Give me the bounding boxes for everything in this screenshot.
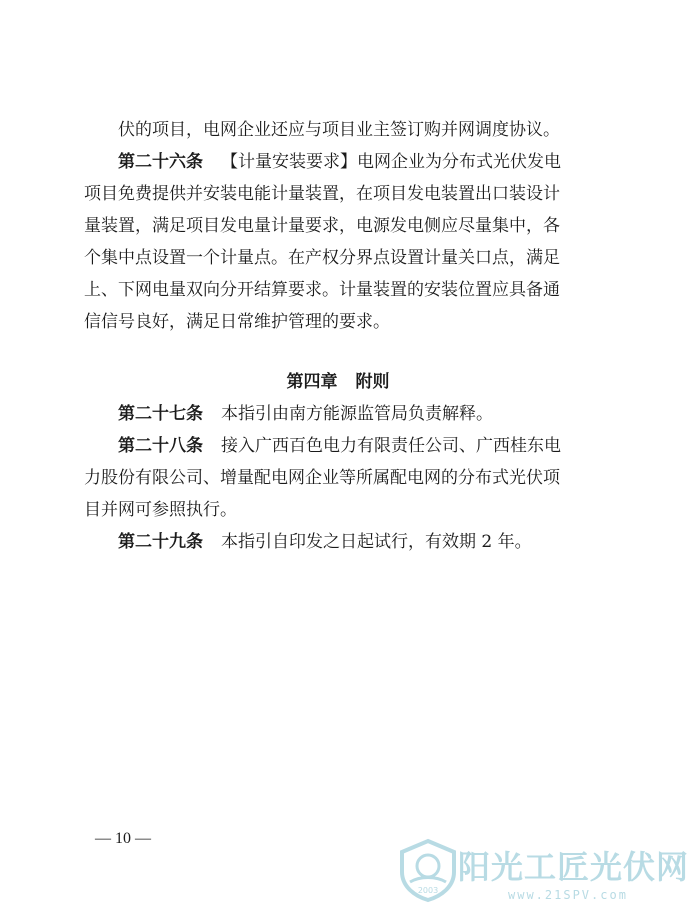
article-first-line: [118, 146, 561, 178]
text-line: 目并网可参照执行。: [84, 500, 237, 520]
sun-ribbon-shield-icon: [396, 838, 460, 902]
text-line: 个集中点设置一个计量点。在产权分界点设置计量关口点，满足: [84, 248, 560, 268]
logo-year: 2003: [417, 886, 439, 895]
article-first-line: [118, 526, 544, 558]
chapter-title: 附则: [355, 372, 390, 392]
article-26: [84, 146, 561, 338]
text-line: 信信号良好，满足日常维护管理的要求。: [84, 312, 390, 332]
article-28: [84, 430, 561, 526]
text-line: 伏的项目，电网企业还应与项目业主签订购并网调度协议。: [118, 120, 560, 140]
watermark: [396, 838, 689, 916]
text-line: 项目免费提供并安装电能计量装置，在项目发电装置出口装设计: [84, 184, 560, 204]
article-heading: 第二十七条: [118, 404, 203, 424]
text-line: 量装置，满足项目发电量计量要求，电源发电侧应尽量集中，各: [84, 216, 560, 236]
article-29: [118, 526, 544, 558]
article-text: 【计量安装要求】电网企业为分布式光伏发电: [221, 152, 561, 172]
article-text: 接入广西百色电力有限责任公司、广西桂东电: [221, 436, 561, 456]
page-number: — 10 —: [95, 830, 151, 847]
article-27: [118, 398, 544, 430]
paragraph-continuation: [118, 114, 560, 146]
article-text: 本指引自印发之日起试行，有效期 2 年。: [221, 532, 532, 552]
document-body: [84, 114, 561, 558]
article-heading: 第二十六条: [118, 152, 203, 172]
article-heading: 第二十八条: [118, 436, 203, 456]
text-line: 力股份有限公司、增量配电网企业等所属配电网的分布式光伏项: [84, 468, 560, 488]
watermark-brand: 阳光工匠光伏网: [458, 848, 689, 886]
article-heading: 第二十九条: [118, 532, 203, 552]
watermark-url: www.21SPV.com: [508, 888, 628, 902]
article-first-line: [118, 398, 544, 430]
text-line: 上、下网电量双向分开结算要求。计量装置的安装位置应具备通: [84, 280, 560, 300]
article-text: 本指引由南方能源监管局负责解释。: [221, 404, 493, 424]
article-first-line: [118, 430, 561, 462]
chapter-number: 第四章: [286, 372, 338, 392]
chapter-heading: [118, 366, 544, 398]
